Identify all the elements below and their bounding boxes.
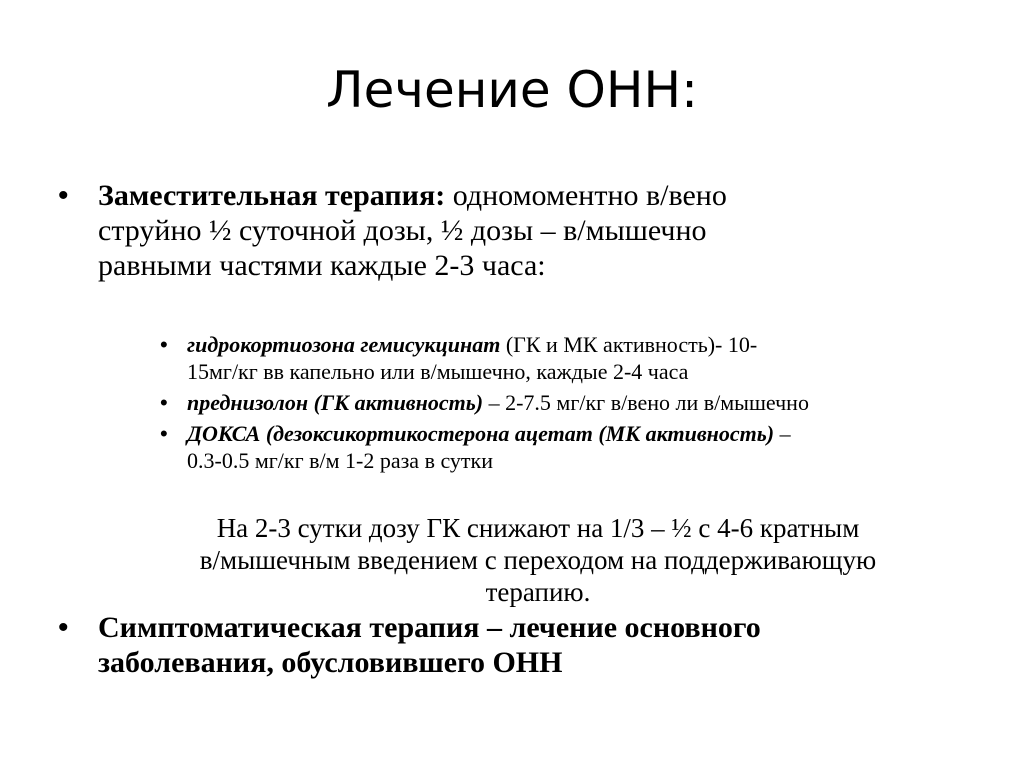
- sub-item-hydrocortisone: [160, 331, 977, 385]
- sub-item-drug-name: гидрокортиозона гемисукцинат: [187, 332, 501, 357]
- item1-bold-label: Заместительная терапия:: [98, 179, 446, 212]
- item1-line2: струйно ½ суточной дозы, ½ дозы – в/мышечно: [98, 214, 707, 247]
- sub-item-line2: 15мг/кг вв капельно или в/мышечно, каждые 2-4 часа: [187, 359, 689, 384]
- item2-line1-text: Симптоматическая терапия – лечение основного: [98, 611, 761, 644]
- sub-bullet-marker: •: [160, 421, 168, 446]
- sub-item-drug-name: преднизолон (ГК активность): [187, 390, 484, 415]
- item2-line2: [98, 645, 918, 680]
- sub-item-prednisolone: [160, 389, 977, 416]
- note-line2: в/мышечным введением с переходом на поддерживающую: [199, 545, 877, 575]
- sub-item-drug-name: ДОКСА (дезоксикортикостерона ацетат (МК активность): [187, 421, 775, 446]
- sub-bullet-marker: •: [160, 332, 168, 357]
- bullet-item-symptomatic-therapy: [58, 610, 918, 680]
- sub-item-line2: 0.3-0.5 мг/кг в/м 1-2 раза в сутки: [187, 448, 494, 473]
- dosage-note: [98, 512, 978, 608]
- sub-item-line1: [187, 331, 977, 358]
- item1-line1-text: одномоментно в/вено: [445, 179, 727, 212]
- sub-item-line1: [187, 389, 977, 416]
- sub-item-line1-rest: –: [774, 421, 791, 446]
- sub-item-line1-rest: – 2-7.5 мг/кг в/вено ли в/мышечно: [483, 390, 809, 415]
- sub-item-line1-rest: (ГК и МК активность)- 10-: [500, 332, 758, 357]
- sub-item-doxa: [160, 420, 977, 474]
- bullet-marker: •: [58, 179, 69, 212]
- slide-title: Лечение ОНН:: [326, 61, 698, 119]
- sub-bullet-marker: •: [160, 390, 168, 415]
- note-line3: терапию.: [485, 577, 591, 607]
- item2-line2-text: заболевания, обусловившего ОНН: [98, 646, 563, 679]
- bullet-marker: •: [58, 611, 69, 644]
- item1-line1: [98, 178, 918, 213]
- item2-line1: [98, 610, 918, 645]
- item1-line3: равными частями каждые 2-3 часа:: [98, 249, 546, 282]
- bullet-item-replacement-therapy: [58, 178, 918, 283]
- sub-item-line1: [187, 420, 977, 447]
- note-line1: На 2-3 сутки дозу ГК снижают на 1/3 – ½ с 4-6 кратным: [216, 513, 860, 543]
